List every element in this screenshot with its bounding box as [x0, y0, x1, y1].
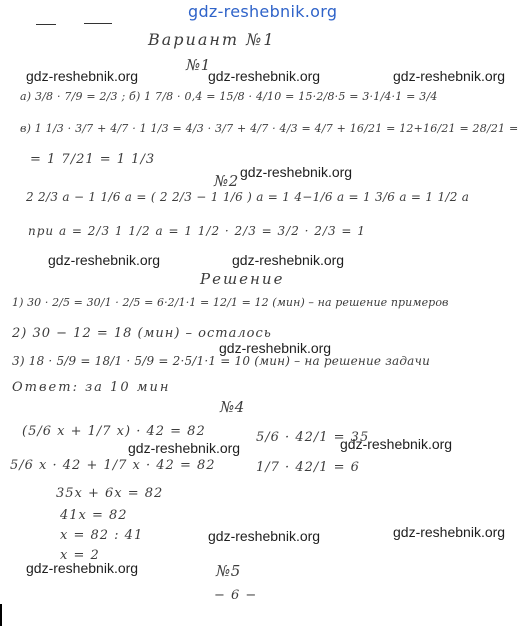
task-4-line-5: x = 82 : 41: [60, 528, 144, 543]
variant-title: Вариант №1: [148, 30, 276, 49]
watermark: gdz-reshebnik.org: [232, 252, 345, 268]
watermark: gdz-reshebnik.org: [26, 68, 139, 84]
task-3-line-2: 2) 30 − 12 = 18 (мин) – осталось: [12, 326, 272, 341]
task-4-side-1: 5/6 · 42/1 = 35: [256, 430, 370, 445]
task-2-line-b: при a = 2/3 1 1/2 a = 1 1/2 · 2/3 = 3/2 · 2/3 = 1: [28, 224, 366, 238]
task-5-line-1: − 6 −: [214, 588, 258, 603]
watermark: gdz-reshebnik.org: [48, 252, 161, 268]
task-3-line-1: 1) 30 · 2/5 = 30/1 · 2/5 = 6·2/1·1 = 12/1 = 12 (мин) – на решение примеров: [12, 296, 449, 309]
task-2-label: №2: [214, 172, 239, 190]
site-header-watermark: gdz-reshebnik.org: [188, 2, 338, 21]
watermark: gdz-reshebnik.org: [208, 68, 321, 84]
task-1-label: №1: [186, 56, 211, 74]
task-4-label: №4: [220, 398, 245, 416]
task-4-line-1: (5/6 x + 1/7 x) · 42 = 82: [22, 424, 206, 439]
watermark: gdz-reshebnik.org: [393, 68, 506, 84]
watermark: gdz-reshebnik.org: [26, 560, 139, 576]
task-4-line-2: 5/6 x · 42 + 1/7 x · 42 = 82: [10, 458, 216, 473]
task-3-answer: Ответ: за 10 мин: [12, 380, 171, 395]
task-3-label: Решение: [200, 270, 285, 288]
task-4-side-2: 1/7 · 42/1 = 6: [256, 460, 360, 475]
task-1-line-b: в) 1 1/3 · 3/7 + 4/7 · 1 1/3 = 4/3 · 3/7 + 4/7 · 4/3 = 4/7 + 16/21 = 12+16/21 = 28/21 =: [20, 122, 519, 135]
task-5-label: №5: [216, 562, 241, 580]
text-cursor: [0, 604, 2, 626]
watermark: gdz-reshebnik.org: [240, 164, 353, 180]
task-1-line-c: = 1 7/21 = 1 1/3: [30, 152, 156, 167]
scribble-line: [36, 24, 56, 25]
task-3-line-3: 3) 18 · 5/9 = 18/1 · 5/9 = 2·5/1·1 = 10 (мин) – на решение задачи: [12, 354, 431, 368]
watermark: gdz-reshebnik.org: [208, 528, 321, 544]
watermark: gdz-reshebnik.org: [128, 440, 241, 456]
task-1-line-a: а) 3/8 · 7/9 = 2/3 ; б) 1 7/8 · 0,4 = 15/8 · 4/10 = 15·2/8·5 = 3·1/4·1 = 3/4: [20, 90, 438, 103]
scribble-line: [84, 23, 112, 24]
task-4-line-4: 41x = 82: [60, 508, 128, 523]
watermark: gdz-reshebnik.org: [393, 524, 506, 540]
task-4-line-6: x = 2: [60, 548, 100, 563]
task-4-line-3: 35x + 6x = 82: [56, 486, 164, 501]
watermark: gdz-reshebnik.org: [219, 340, 332, 356]
watermark: gdz-reshebnik.org: [340, 436, 453, 452]
task-2-line-a: 2 2/3 a − 1 1/6 a = ( 2 2/3 − 1 1/6 ) a = 1 4−1/6 a = 1 3/6 a = 1 1/2 a: [26, 190, 470, 204]
